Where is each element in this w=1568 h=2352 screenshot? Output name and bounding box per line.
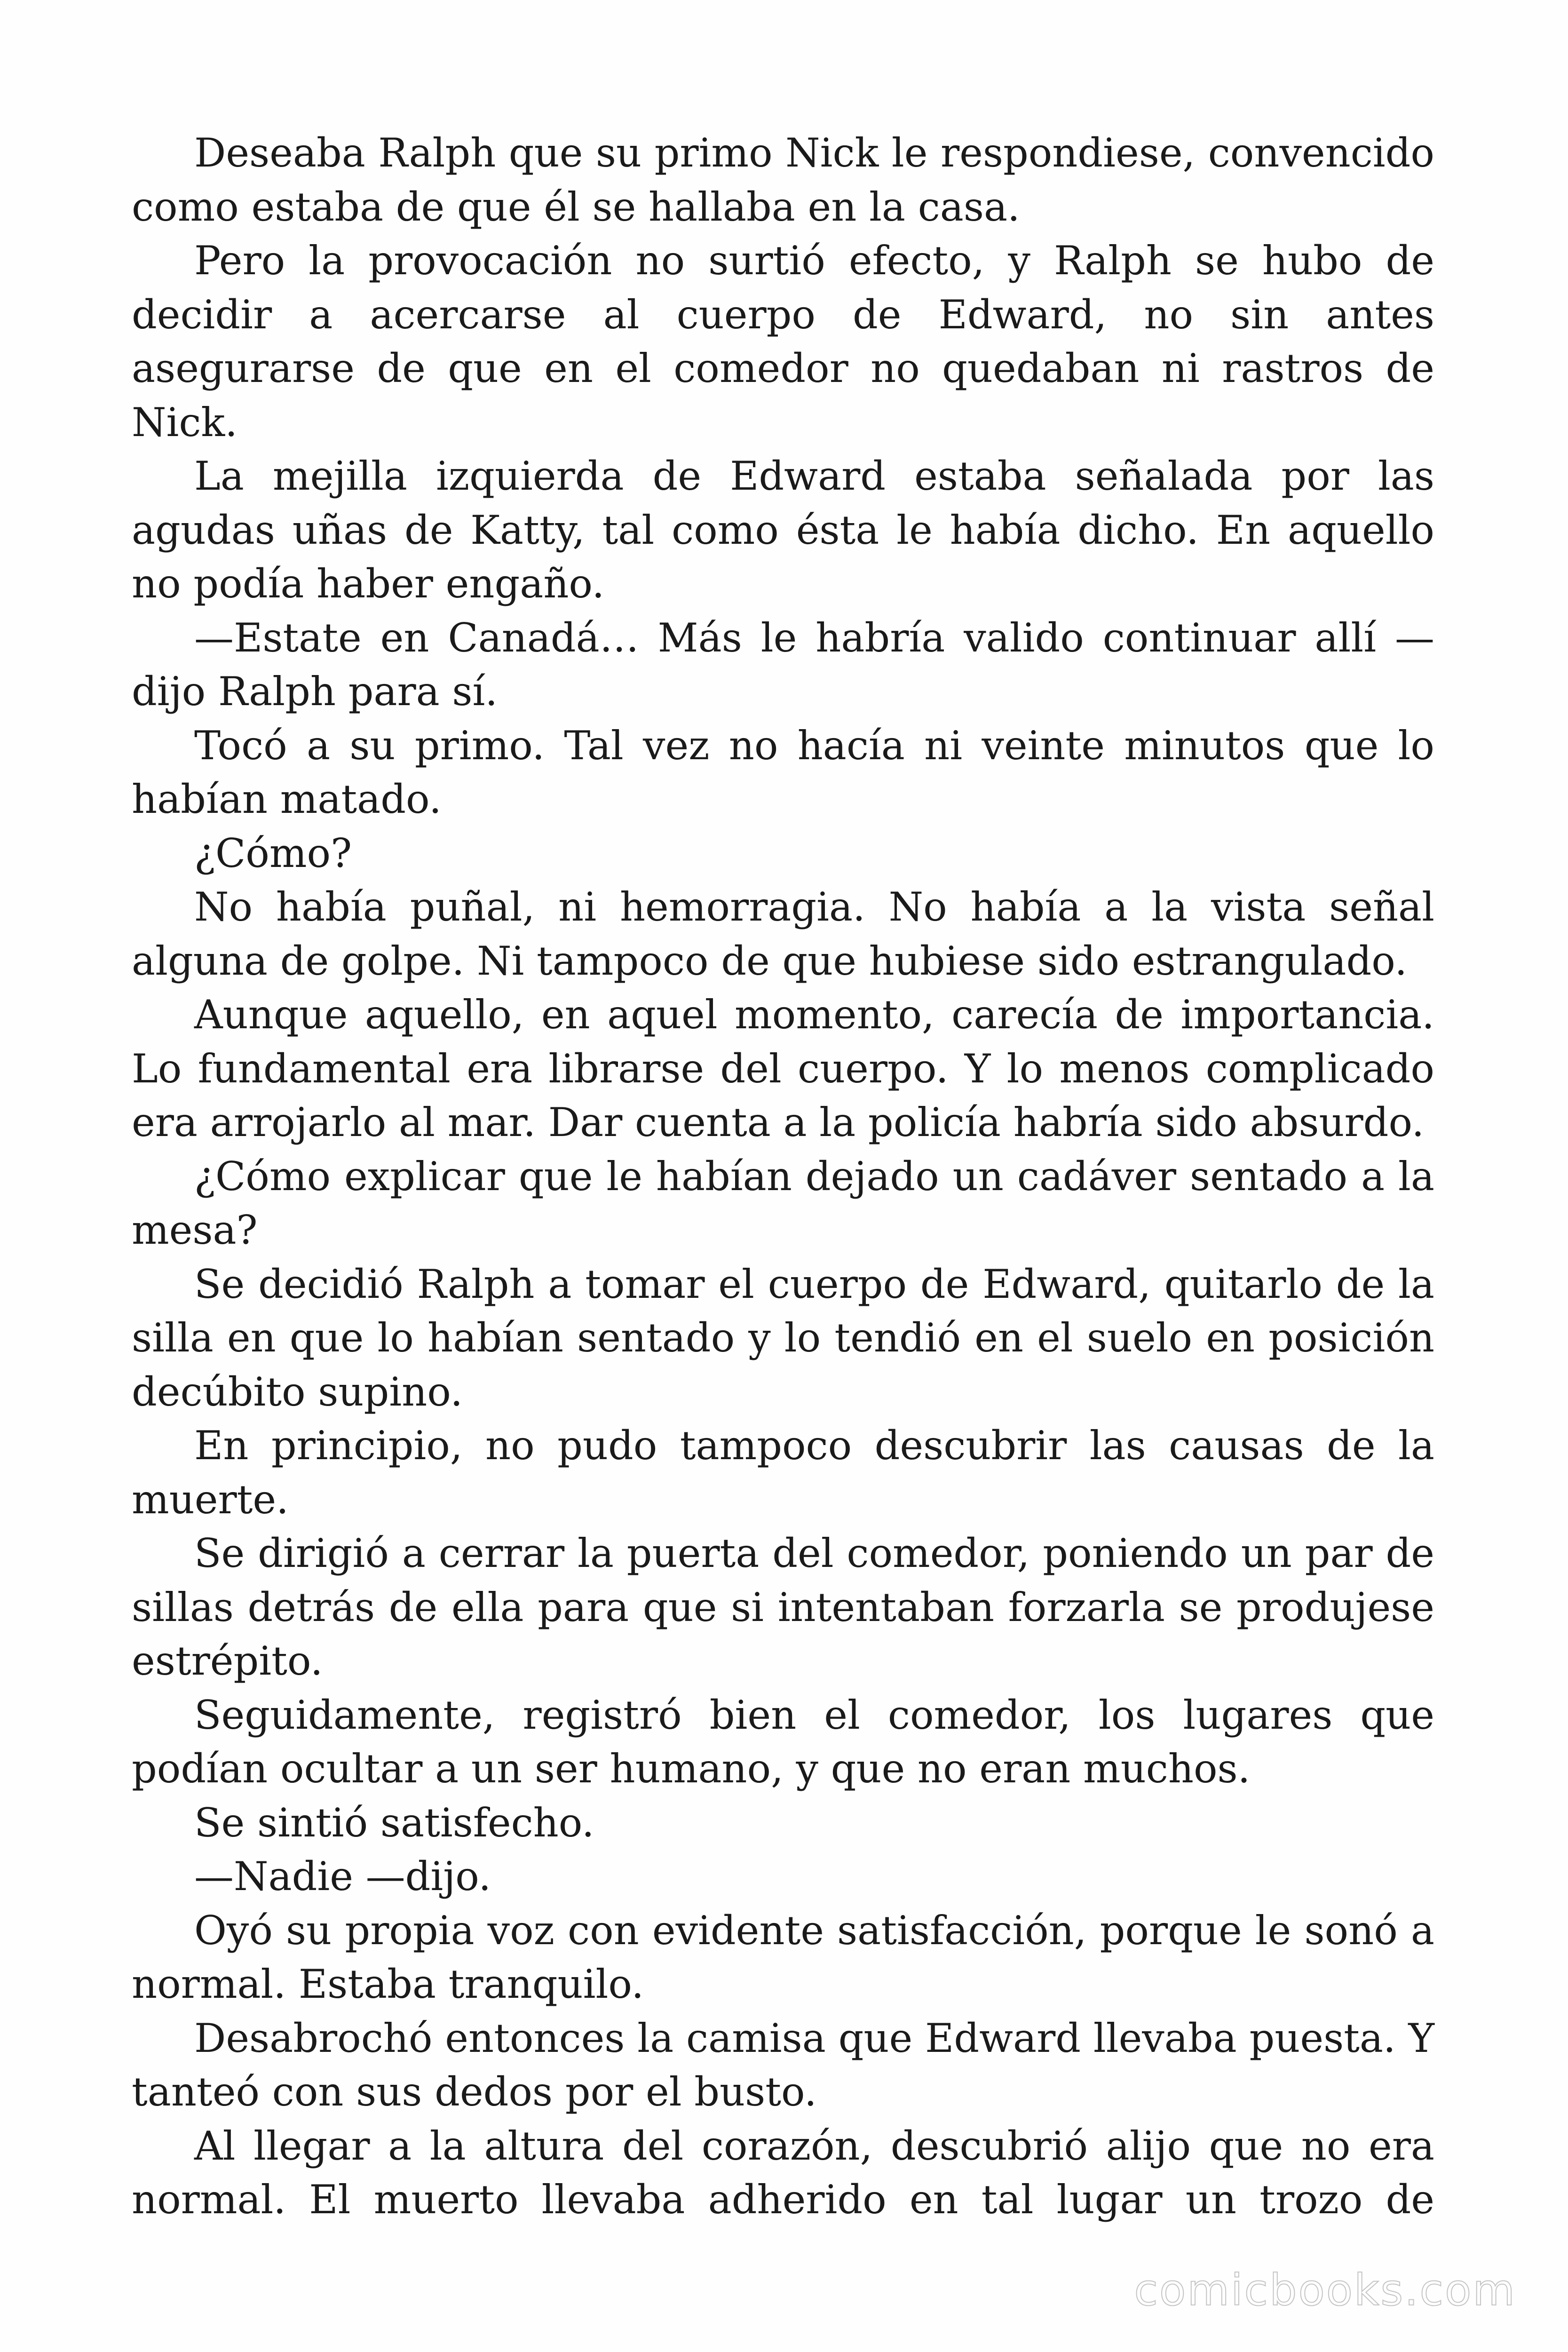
paragraph: ¿Cómo explicar que le habían dejado un cadáver sentado a la mesa? [132,1153,1434,1253]
watermark: comicbooks.com [1134,2265,1516,2315]
paragraph: Se dirigió a cerrar la puerta del comedor, poniendo un par de sillas detrás de ella para que si intentaban forzarla se produjese estrépito. [132,1530,1434,1684]
paragraph: —Estate en Canadá… Más le habría valido continuar allí —dijo Ralph para sí. [132,614,1434,715]
paragraph: Se decidió Ralph a tomar el cuerpo de Edward, quitarlo de la silla en que lo habían sentado y lo tendió en el suelo en posición decúbito supino. [132,1261,1434,1415]
paragraph: Se sintió satisfecho. [194,1799,594,1846]
paragraph: Seguidamente, registró bien el comedor, los lugares que podían ocultar a un ser humano, y que no eran muchos. [132,1692,1434,1792]
paragraph: Deseaba Ralph que su primo Nick le respondiese, convencido como estaba de que él se hallaba en la casa. [132,130,1434,230]
book-page-text [132,126,1434,2227]
paragraph: ¿Cómo? [194,830,352,876]
paragraph: La mejilla izquierda de Edward estaba señalada por las agudas uñas de Katty, tal como ésta le había dicho. En aquello no podía haber engaño. [132,453,1434,607]
paragraph: Desabrochó entonces la camisa que Edward llevaba puesta. Y tanteó con sus dedos por el busto. [132,2015,1434,2115]
paragraph: En principio, no pudo tampoco descubrir las causas de la muerte. [132,1422,1434,1523]
paragraph: No había puñal, ni hemorragia. No había a la vista señal alguna de golpe. Ni tampoco de que hubiese sido estrangulado. [132,884,1434,984]
paragraph: Tocó a su primo. Tal vez no hacía ni veinte minutos que lo habían matado. [132,722,1434,822]
paragraph: Aunque aquello, en aquel momento, carecía de importancia. Lo fundamental era librarse del cuerpo. Y lo menos complicado era arrojarlo al mar. Dar cuenta a la policía habría sido absurdo. [132,992,1434,1145]
paragraph: Oyó su propia voz con evidente satisfacción, porque le sonó a normal. Estaba tranquilo. [132,1907,1434,2007]
paragraph: —Nadie —dijo. [194,1853,491,1899]
paragraph-continued: Al llegar a la altura del corazón, descubrió alijo que no era normal. El muerto llevaba adherido en tal lugar un trozo de [132,2122,1434,2223]
paragraph: Pero la provocación no surtió efecto, y Ralph se hubo de decidir a acercarse al cuerpo de Edward, no sin antes asegurarse de que en el comedor no quedaban ni rastros de Nick. [132,238,1434,445]
